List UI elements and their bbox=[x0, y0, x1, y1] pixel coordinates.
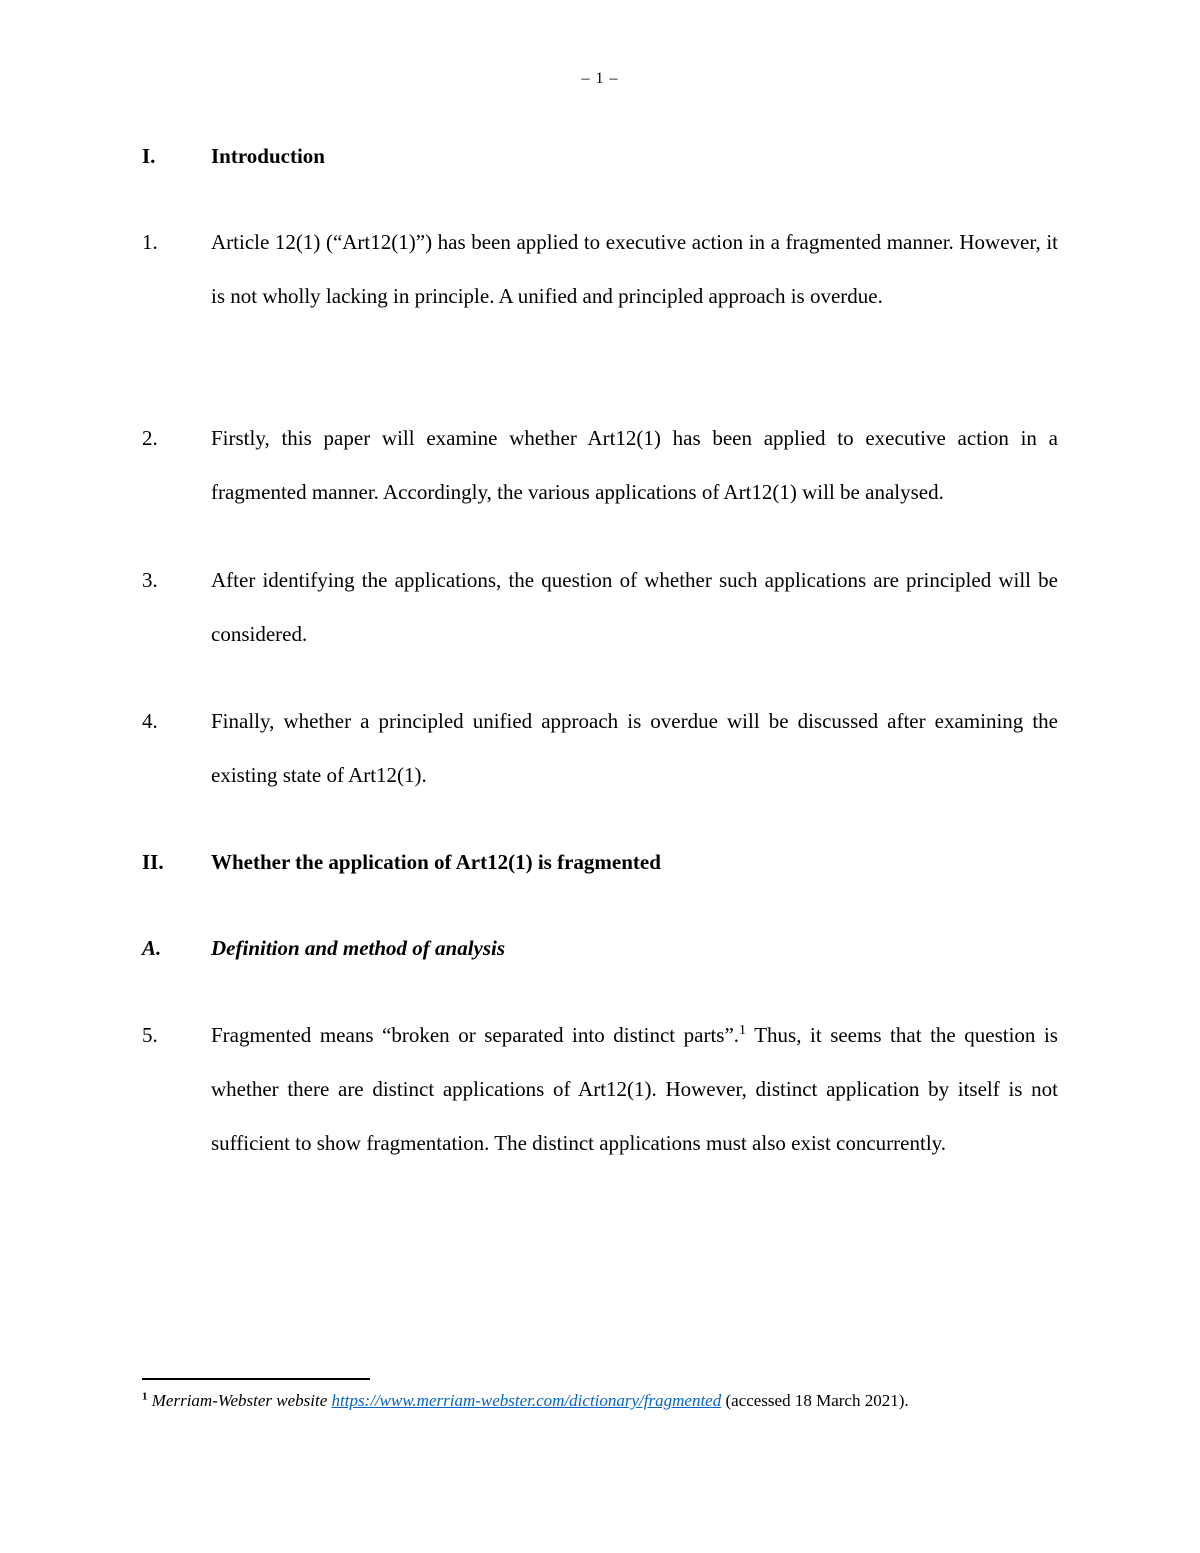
paragraph-4 bbox=[142, 694, 1058, 802]
section-heading-fragmented bbox=[142, 835, 1058, 889]
paragraph-text: After identifying the applications, the question of whether such applications are principled will be considered. bbox=[211, 568, 1058, 646]
paragraph-text: Finally, whether a principled unified approach is overdue will be discussed after examining the existing state of Art12(1). bbox=[211, 709, 1058, 787]
section-title: Introduction bbox=[211, 144, 325, 168]
footnote-reference[interactable]: 1 bbox=[739, 1023, 747, 1038]
section-title: Whether the application of Art12(1) is fragmented bbox=[211, 850, 661, 874]
paragraph-5 bbox=[142, 1008, 1058, 1170]
section-number: I. bbox=[142, 144, 156, 168]
paragraph-1 bbox=[142, 215, 1058, 323]
paragraph-text bbox=[211, 1008, 1058, 1170]
footnote bbox=[142, 1388, 1142, 1414]
paragraph-number: 5. bbox=[142, 1023, 158, 1047]
footnote-marker: 1 bbox=[142, 1390, 148, 1403]
paragraph-2 bbox=[142, 411, 1058, 519]
paragraph-3 bbox=[142, 553, 1058, 661]
footnote-accessed: (accessed 18 March 2021). bbox=[725, 1391, 909, 1410]
paragraph-text-before: Fragmented means “broken or separated into distinct parts”. bbox=[211, 1023, 740, 1047]
section-heading-introduction bbox=[142, 129, 1058, 183]
subsection-letter: A. bbox=[142, 936, 162, 960]
footnote-link[interactable]: https://www.merriam-webster.com/dictionary/fragmented bbox=[331, 1391, 722, 1410]
footnote-source: Merriam-Webster website bbox=[151, 1391, 328, 1410]
section-number: II. bbox=[142, 850, 164, 874]
paragraph-number: 4. bbox=[142, 709, 158, 733]
paragraph-text-after: Thus, it seems that the question is whether there are distinct applications of Art12(1). However, distinct application by itself is not sufficient to show fragmentation. The distinct applications must also exist concurrently. bbox=[211, 1023, 1058, 1155]
subsection-heading-definition bbox=[142, 921, 1058, 975]
paragraph-text: Article 12(1) (“Art12(1)”) has been applied to executive action in a fragmented manner. However, it is not wholly lacking in principle. A unified and principled approach is overdue. bbox=[211, 230, 1058, 308]
footnote-separator bbox=[142, 1378, 370, 1380]
paragraph-text: Firstly, this paper will examine whether Art12(1) has been applied to executive action in a fragmented manner. Accordingly, the various applications of Art12(1) will be analysed. bbox=[211, 426, 1058, 504]
paragraph-number: 3. bbox=[142, 568, 158, 592]
subsection-title: Definition and method of analysis bbox=[211, 936, 506, 960]
paragraph-number: 2. bbox=[142, 426, 158, 450]
paragraph-number: 1. bbox=[142, 230, 158, 254]
page-number: – 1 – bbox=[581, 70, 619, 87]
